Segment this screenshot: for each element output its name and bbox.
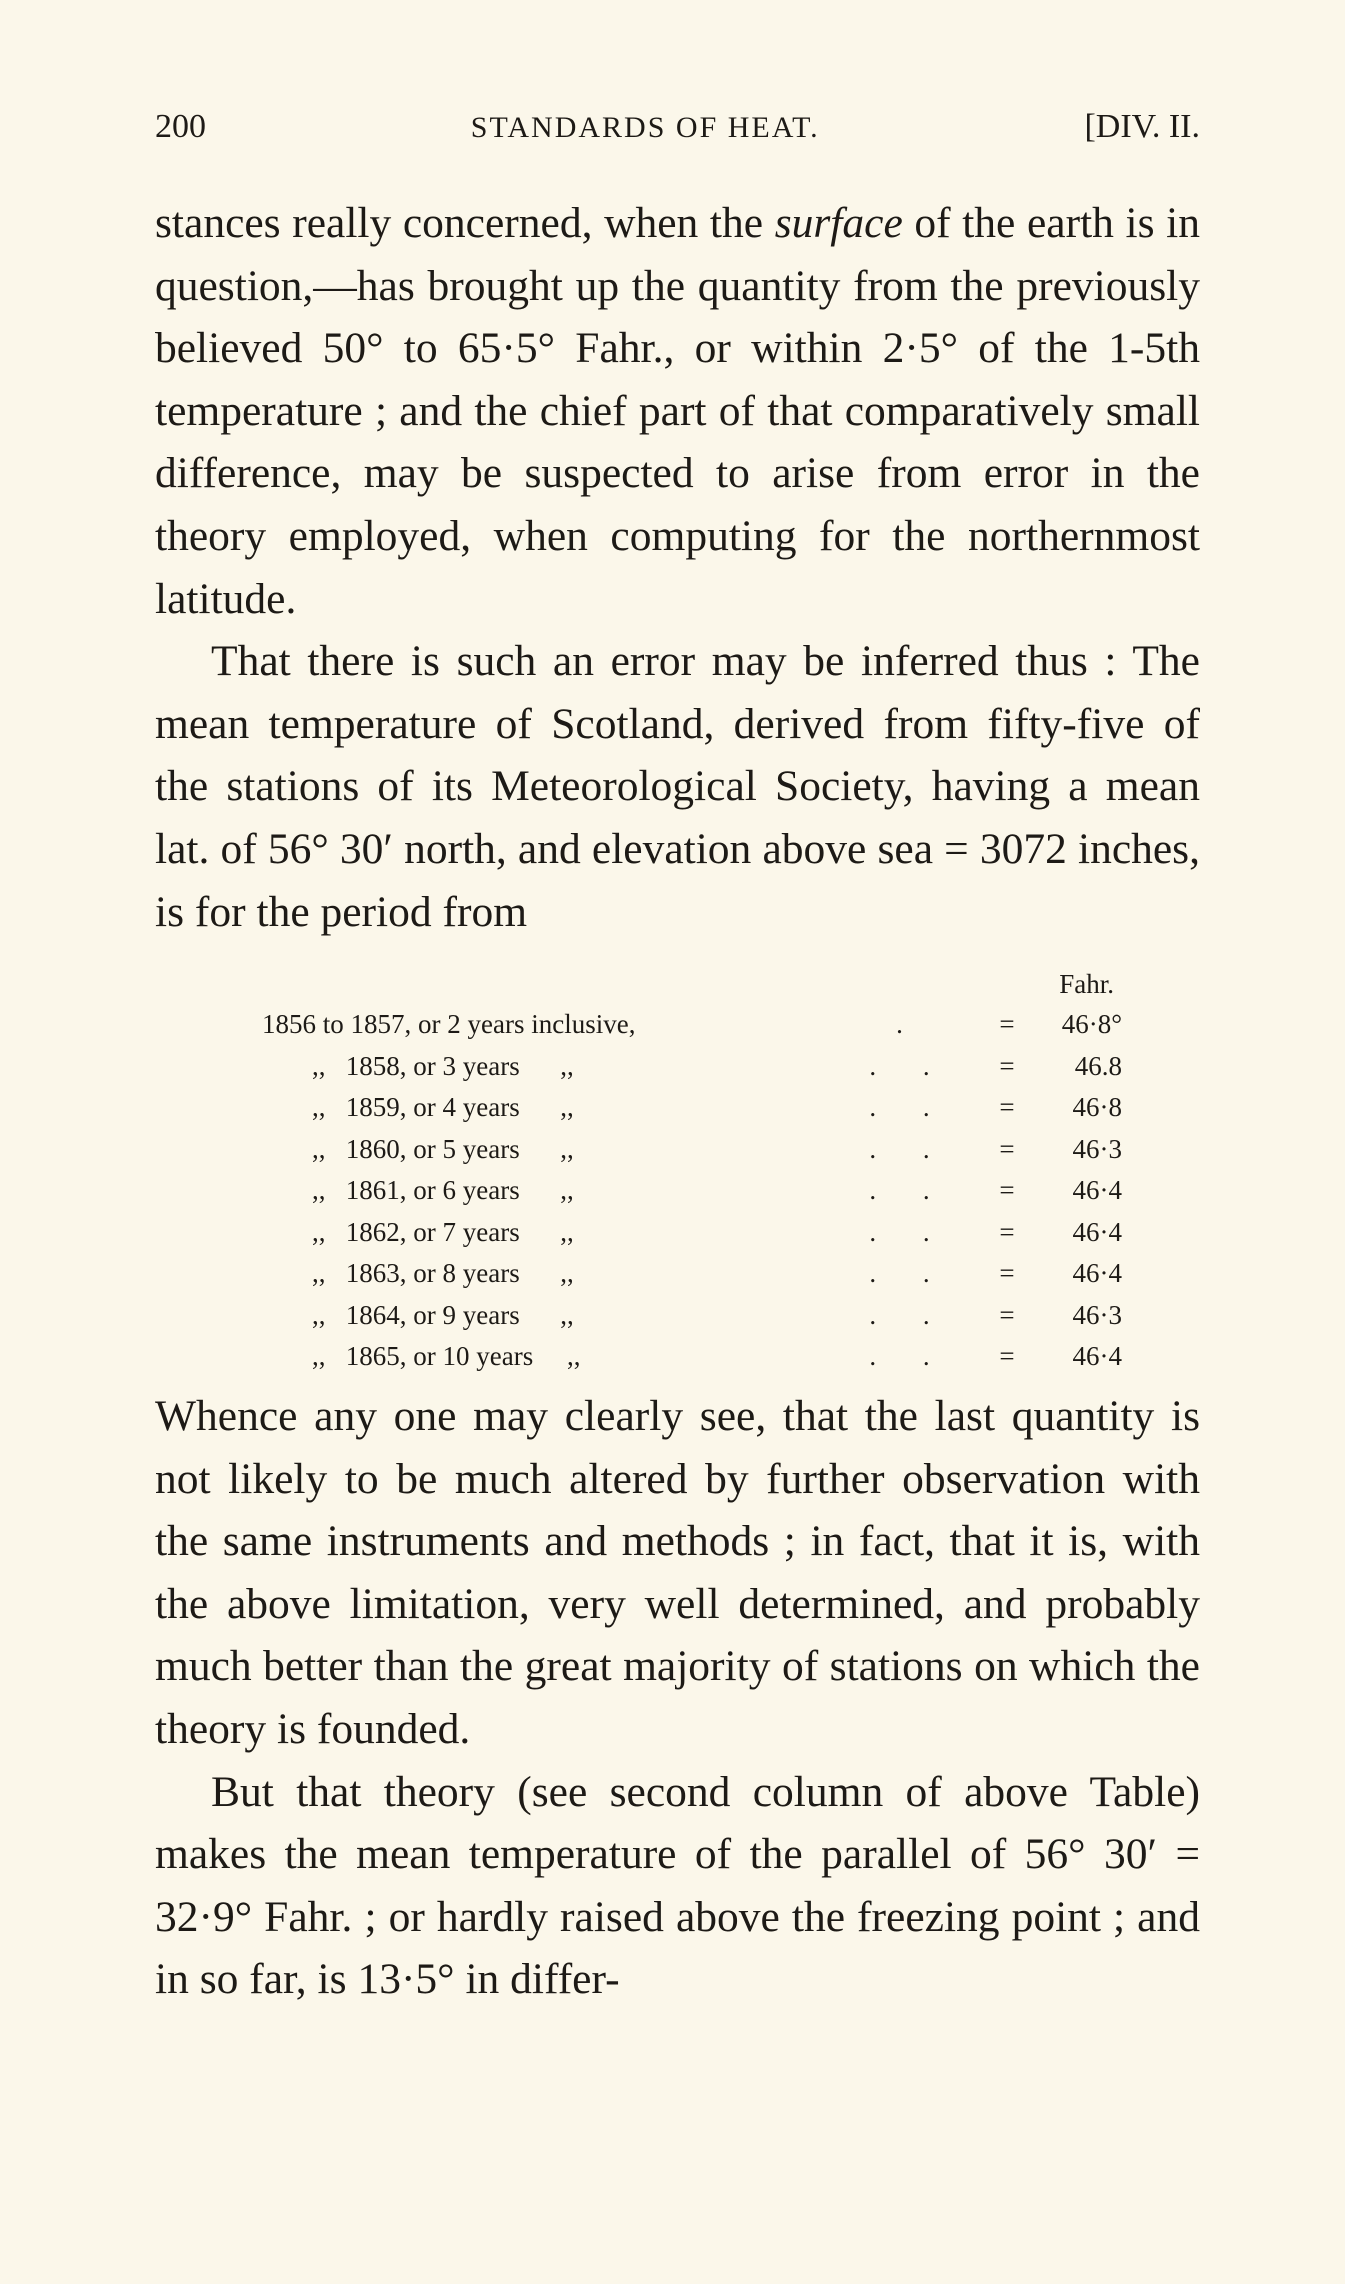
- table-row: [262, 1004, 1122, 1046]
- row-period-label: ,, 1864, or 9 years ,,: [312, 1299, 574, 1330]
- row-temperature-value: 46·4: [1072, 1216, 1122, 1247]
- row-equals-sign: =: [999, 1050, 1015, 1081]
- emphasis-surface: surface: [774, 199, 903, 247]
- temperature-rows: [262, 1004, 1122, 1378]
- row-period-label: ,, 1865, or 10 years ,,: [312, 1341, 581, 1371]
- row-temperature-value: 46·8°: [1061, 1009, 1122, 1039]
- row-equals-sign: =: [999, 1009, 1015, 1039]
- table-row: [262, 1087, 1122, 1129]
- temperature-table: [262, 964, 1122, 1378]
- row-equals-sign: =: [999, 1341, 1015, 1371]
- row-temperature-value: 46·3: [1072, 1299, 1122, 1330]
- row-equals-sign: =: [999, 1216, 1015, 1247]
- table-row: [262, 1170, 1122, 1212]
- row-leader-dots: . .: [869, 1258, 950, 1288]
- row-temperature-value: 46·4: [1072, 1258, 1122, 1288]
- row-equals-sign: =: [999, 1258, 1015, 1288]
- row-equals-sign: =: [999, 1299, 1015, 1330]
- page-header: [155, 108, 1200, 158]
- lower-text-block: [155, 1385, 1200, 2011]
- row-leader-dots: . .: [869, 1092, 950, 1122]
- row-temperature-value: 46·8: [1072, 1092, 1122, 1122]
- table-row: [262, 1295, 1122, 1337]
- paragraph-whence: Whence any one may clearly see, that the last quantity is not likely to be much altered by further observation with the same instruments and methods ; in fact, that it is, with the above limitation, very well determined, and probably much better than the great majority of stations on which the theory is founded.: [155, 1392, 1200, 1753]
- row-leader-dots: .: [896, 1009, 923, 1039]
- paragraph-error-inference: That there is such an error may be inferred thus : The mean temperature of Scotland, derived from fifty-five of the stations of its Meteorological Society, having a mean lat. of 56° 30′ north, and elevation above sea = 3072 inches, is for the period from: [155, 637, 1200, 936]
- row-leader-dots: . .: [869, 1133, 950, 1164]
- paragraph-continuation: stances really concerned, when the surface of the earth is in question,—has brought up the quantity from the previously believed 50° to 65·5° Fahr., or within 2·5° of the 1-5th temperature ; and the chief part of that comparatively small difference, may be suspected to arise from error in the theory employed, when computing for the northernmost latitude.: [155, 199, 1201, 623]
- row-equals-sign: =: [999, 1175, 1015, 1205]
- row-equals-sign: =: [999, 1092, 1015, 1122]
- table-unit-header: Fahr.: [1059, 969, 1114, 999]
- row-temperature-value: 46.8: [1074, 1050, 1122, 1081]
- table-row: [262, 1336, 1122, 1378]
- row-period-label: 1856 to 1857, or 2 years inclusive,: [262, 1009, 636, 1039]
- row-temperature-value: 46·4: [1072, 1341, 1122, 1371]
- running-title: STANDARDS OF HEAT.: [470, 111, 820, 144]
- row-temperature-value: 46·4: [1072, 1175, 1122, 1205]
- table-row: [262, 1212, 1122, 1254]
- row-period-label: ,, 1861, or 6 years ,,: [312, 1175, 574, 1205]
- row-leader-dots: . .: [869, 1299, 950, 1330]
- upper-text-block: [155, 192, 1200, 943]
- row-leader-dots: . .: [869, 1216, 950, 1247]
- row-period-label: ,, 1863, or 8 years ,,: [312, 1258, 574, 1288]
- row-period-label: ,, 1862, or 7 years ,,: [312, 1216, 574, 1247]
- row-period-label: ,, 1858, or 3 years ,,: [312, 1050, 574, 1081]
- table-row: [262, 1129, 1122, 1171]
- row-temperature-value: 46·3: [1072, 1133, 1122, 1164]
- row-period-label: ,, 1860, or 5 years ,,: [312, 1133, 574, 1164]
- table-row: [262, 1253, 1122, 1295]
- row-equals-sign: =: [999, 1133, 1015, 1164]
- page-number: 200: [155, 108, 206, 145]
- row-leader-dots: . .: [869, 1175, 950, 1205]
- row-leader-dots: . .: [869, 1050, 950, 1081]
- table-row: [262, 1046, 1122, 1088]
- row-leader-dots: . .: [869, 1341, 950, 1371]
- row-period-label: ,, 1859, or 4 years ,,: [312, 1092, 574, 1122]
- paragraph-theory: But that theory (see second column of above Table) makes the mean temperature of the parallel of 56° 30′ = 32·9° Fahr. ; or hardly raised above the freezing point ; and in so far, is 13·5° in differ-: [155, 1767, 1200, 2004]
- division-label: [DIV. II.: [1084, 108, 1200, 145]
